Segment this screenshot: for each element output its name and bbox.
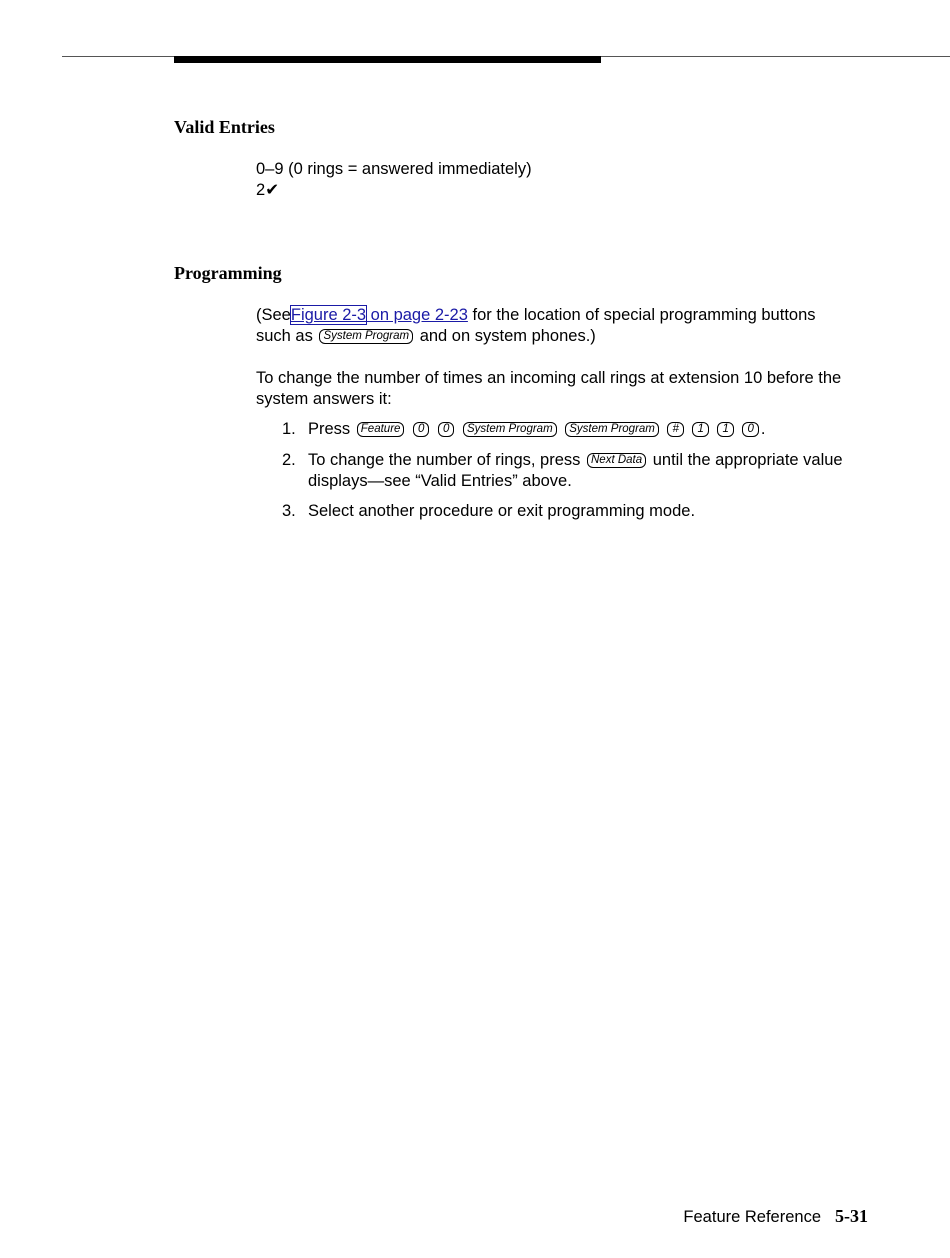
intro-line-1: To change the number of times an incoming call rings at extension 10 before the [256, 369, 842, 387]
header-bar [174, 56, 601, 63]
such-as-line [256, 326, 596, 347]
figure-link[interactable] [291, 306, 468, 324]
step-text: Select another procedure or exit programming mode. [308, 502, 696, 520]
step-suffix: until the appropriate value [648, 451, 843, 469]
system-program-key: System Program [463, 422, 557, 437]
digit-key: 1 [717, 422, 733, 437]
see-prefix: (See [256, 306, 291, 324]
valid-entries-default [256, 180, 279, 201]
intro-line-2: system answers it: [256, 390, 392, 408]
pound-key: # [667, 422, 683, 437]
programming-heading: Programming [174, 263, 282, 283]
page-link-label: on page 2-23 [366, 306, 468, 324]
see-suffix: for the location of special programming buttons [467, 306, 816, 324]
such-as-prefix: such as [256, 327, 313, 345]
see-figure-line [256, 305, 816, 326]
feature-key: Feature [357, 422, 405, 437]
step-number: 1. [282, 420, 296, 438]
figure-link-label: Figure 2-3 [290, 306, 367, 324]
valid-entries-heading: Valid Entries [174, 117, 275, 137]
digit-key: 0 [742, 422, 758, 437]
footer-section: Feature Reference [683, 1208, 821, 1226]
digit-key: 0 [438, 422, 454, 437]
step-number: 2. [282, 451, 296, 469]
checkmark-icon: ✔ [265, 181, 280, 199]
step-3 [282, 501, 696, 522]
such-as-suffix: and on system phones.) [415, 327, 596, 345]
page-number: 5-31 [835, 1206, 868, 1226]
digit-key: 1 [692, 422, 708, 437]
step-prefix: Press [308, 420, 351, 438]
default-value: 2 [256, 181, 266, 199]
next-data-key: Next Data [587, 453, 646, 468]
step-prefix: To change the number of rings, press [308, 451, 581, 469]
step-2 [282, 450, 843, 471]
step-suffix: . [760, 420, 766, 438]
step-1 [282, 419, 766, 440]
step-text-line-2: displays—see “Valid Entries” above. [308, 472, 572, 490]
system-program-key: System Program [565, 422, 659, 437]
step-number: 3. [282, 502, 296, 520]
page-footer [683, 1206, 868, 1227]
system-program-key: System Program [319, 329, 413, 344]
valid-entries-range: 0–9 (0 rings = answered immediately) [256, 160, 532, 178]
step-text [308, 450, 843, 471]
digit-key: 0 [413, 422, 429, 437]
step-text [308, 419, 765, 440]
